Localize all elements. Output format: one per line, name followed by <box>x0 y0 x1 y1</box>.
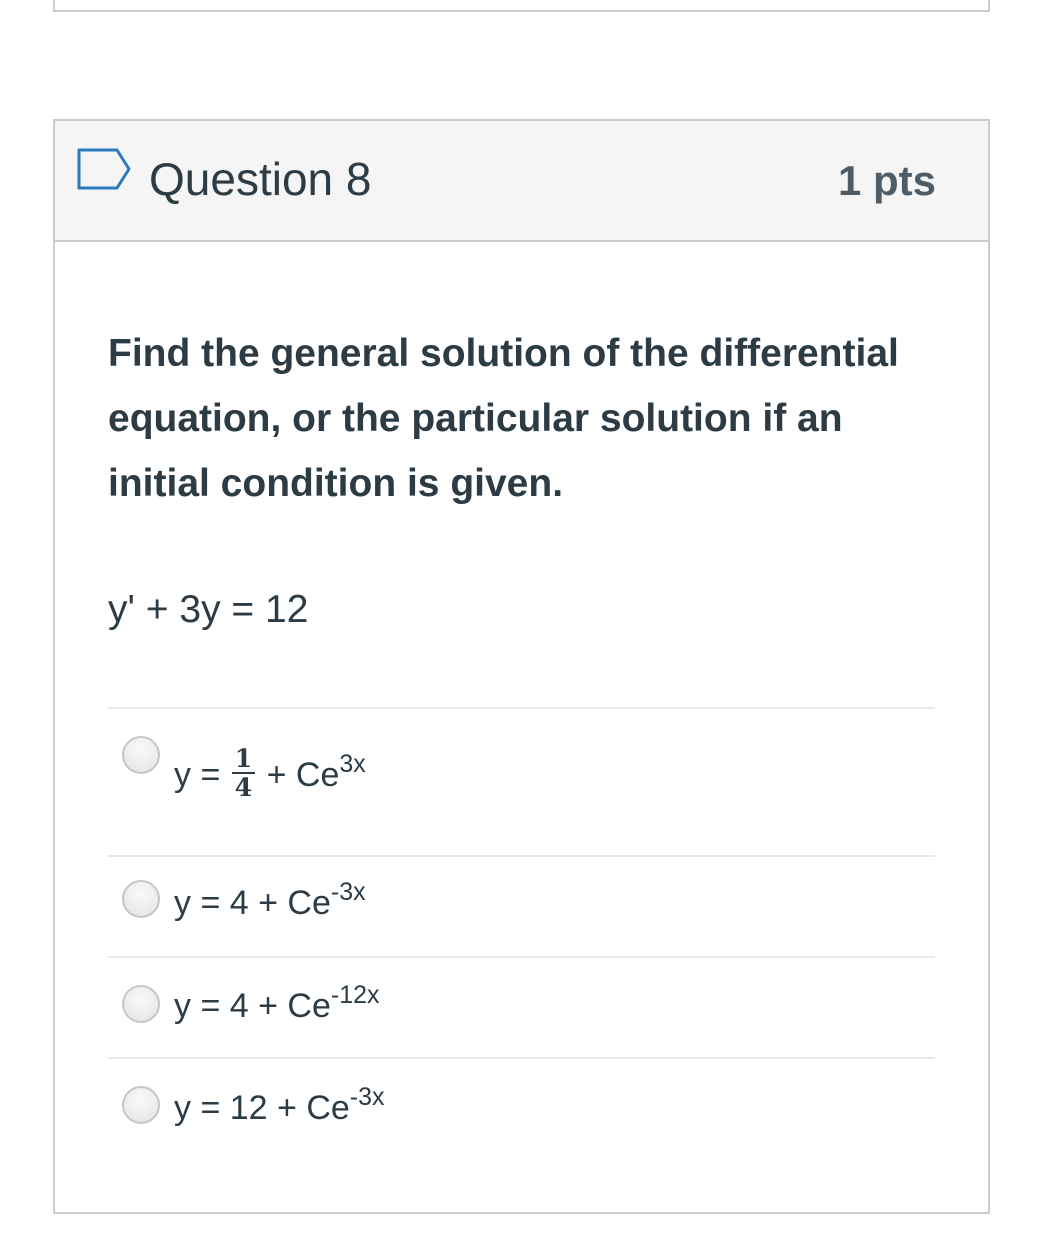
answer-1-term: + Ce <box>257 755 340 794</box>
answer-option-3[interactable] <box>108 958 935 1059</box>
answer-2-exponent: -3x <box>330 877 366 906</box>
fraction-denominator: 4 <box>234 773 253 802</box>
question-points: 1 pts <box>837 157 936 204</box>
question-equation: y' + 3y = 12 <box>108 588 309 631</box>
question-header <box>55 121 988 242</box>
answer-1-prefix: y = <box>174 755 230 794</box>
answer-list <box>108 707 935 1169</box>
answer-label-1[interactable] <box>174 744 366 805</box>
answer-1-fraction <box>232 745 255 801</box>
answer-option-4[interactable] <box>108 1059 935 1169</box>
answer-4-exponent: -3x <box>349 1082 385 1111</box>
fraction-numerator: 1 <box>232 745 255 774</box>
answer-option-1[interactable] <box>108 709 935 857</box>
answer-label-3[interactable] <box>174 980 380 1028</box>
flag-outline-icon[interactable] <box>77 148 131 190</box>
answer-radio-2[interactable] <box>122 880 160 918</box>
answer-2-prefix: y = 4 + Ce <box>174 884 331 922</box>
answer-radio-4[interactable] <box>122 1086 160 1124</box>
answer-label-4[interactable] <box>174 1082 385 1130</box>
question-prompt: Find the general solution of the differential equation, or the particular solution if an initial condition is given. <box>108 332 899 505</box>
answer-3-exponent: -12x <box>330 980 380 1009</box>
answer-label-2[interactable] <box>174 877 366 925</box>
previous-question-card <box>53 0 990 12</box>
question-card <box>53 119 990 1214</box>
answer-radio-3[interactable] <box>122 985 160 1023</box>
answer-1-exponent: 3x <box>339 749 366 778</box>
answer-4-prefix: y = 12 + Ce <box>174 1089 350 1127</box>
question-title: Question 8 <box>149 153 372 205</box>
answer-3-prefix: y = 4 + Ce <box>174 987 331 1025</box>
answer-option-2[interactable] <box>108 857 935 958</box>
answer-radio-1[interactable] <box>122 736 160 774</box>
